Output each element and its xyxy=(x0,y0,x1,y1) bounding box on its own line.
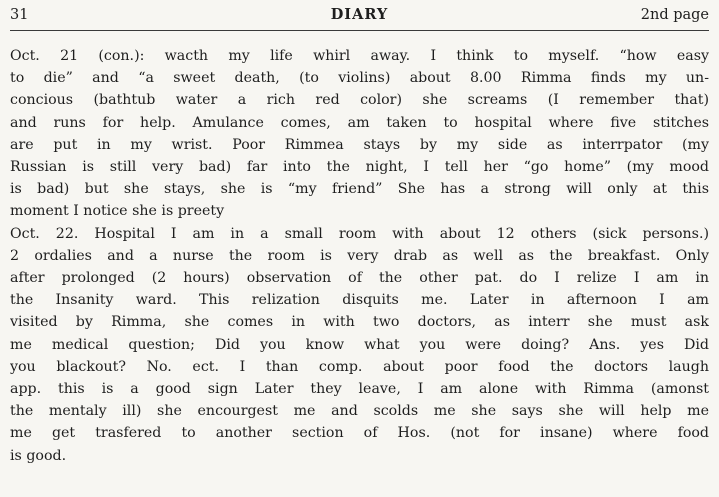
text-line: are put in my wrist. Poor Rimmea stays by my side as interrpator (my xyxy=(10,136,709,153)
text-line: 2 ordalies and a nurse the room is very drab as well as the breakfast. Only xyxy=(10,247,709,264)
text-line: me get trasfered to another section of Hos. (not for insane) where food xyxy=(10,425,709,442)
text-line: the Insanity ward. This relization disquits me. Later in afternoon I am xyxy=(10,292,709,309)
text-line: and runs for help. Amulance comes, am taken to hospital where five stitches xyxy=(10,114,709,131)
page-title: DIARY xyxy=(330,6,389,23)
text-line: you blackout? No. ect. I than comp. about poor food the doctors laugh xyxy=(10,358,709,375)
page-number: 31 xyxy=(10,7,29,23)
text-line: me medical question; Did you know what you were doing? Ans. yes Did xyxy=(10,336,709,353)
text-line: concious (bathtub water a rich red color) she screams (I remember that) xyxy=(10,92,709,109)
diary-text xyxy=(10,45,709,467)
text-line: Oct. 22. Hospital I am in a small room with about 12 others (sick persons.) xyxy=(10,225,709,242)
header-rule xyxy=(10,30,709,31)
text-line: after prolonged (2 hours) observation of the other pat. do I relize I am in xyxy=(10,270,709,287)
text-line: the mentaly ill) she encourgest me and scolds me she says she will help me xyxy=(10,403,709,420)
text-line: Russian is still very bad) far into the night, I tell her “go home” (my mood xyxy=(10,159,709,176)
text-line: to die” and “a sweet death, (to violins) about 8.00 Rimma finds my un- xyxy=(10,70,709,87)
text-line: visited by Rimma, she comes in with two doctors, as interr she must ask xyxy=(10,314,709,331)
page-header xyxy=(10,4,709,26)
text-line: moment I notice she is preety xyxy=(10,203,225,220)
text-line: Oct. 21 (con.): wacth my life whirl away. I think to myself. “how easy xyxy=(10,48,709,64)
text-line: is bad) but she stays, she is “my friend” She has a strong will only at this xyxy=(10,181,709,198)
page-label: 2nd page xyxy=(640,7,709,23)
text-line: app. this is a good sign Later they leave, I am alone with Rimma (amonst xyxy=(10,381,709,398)
text-line: is good. xyxy=(10,447,67,464)
